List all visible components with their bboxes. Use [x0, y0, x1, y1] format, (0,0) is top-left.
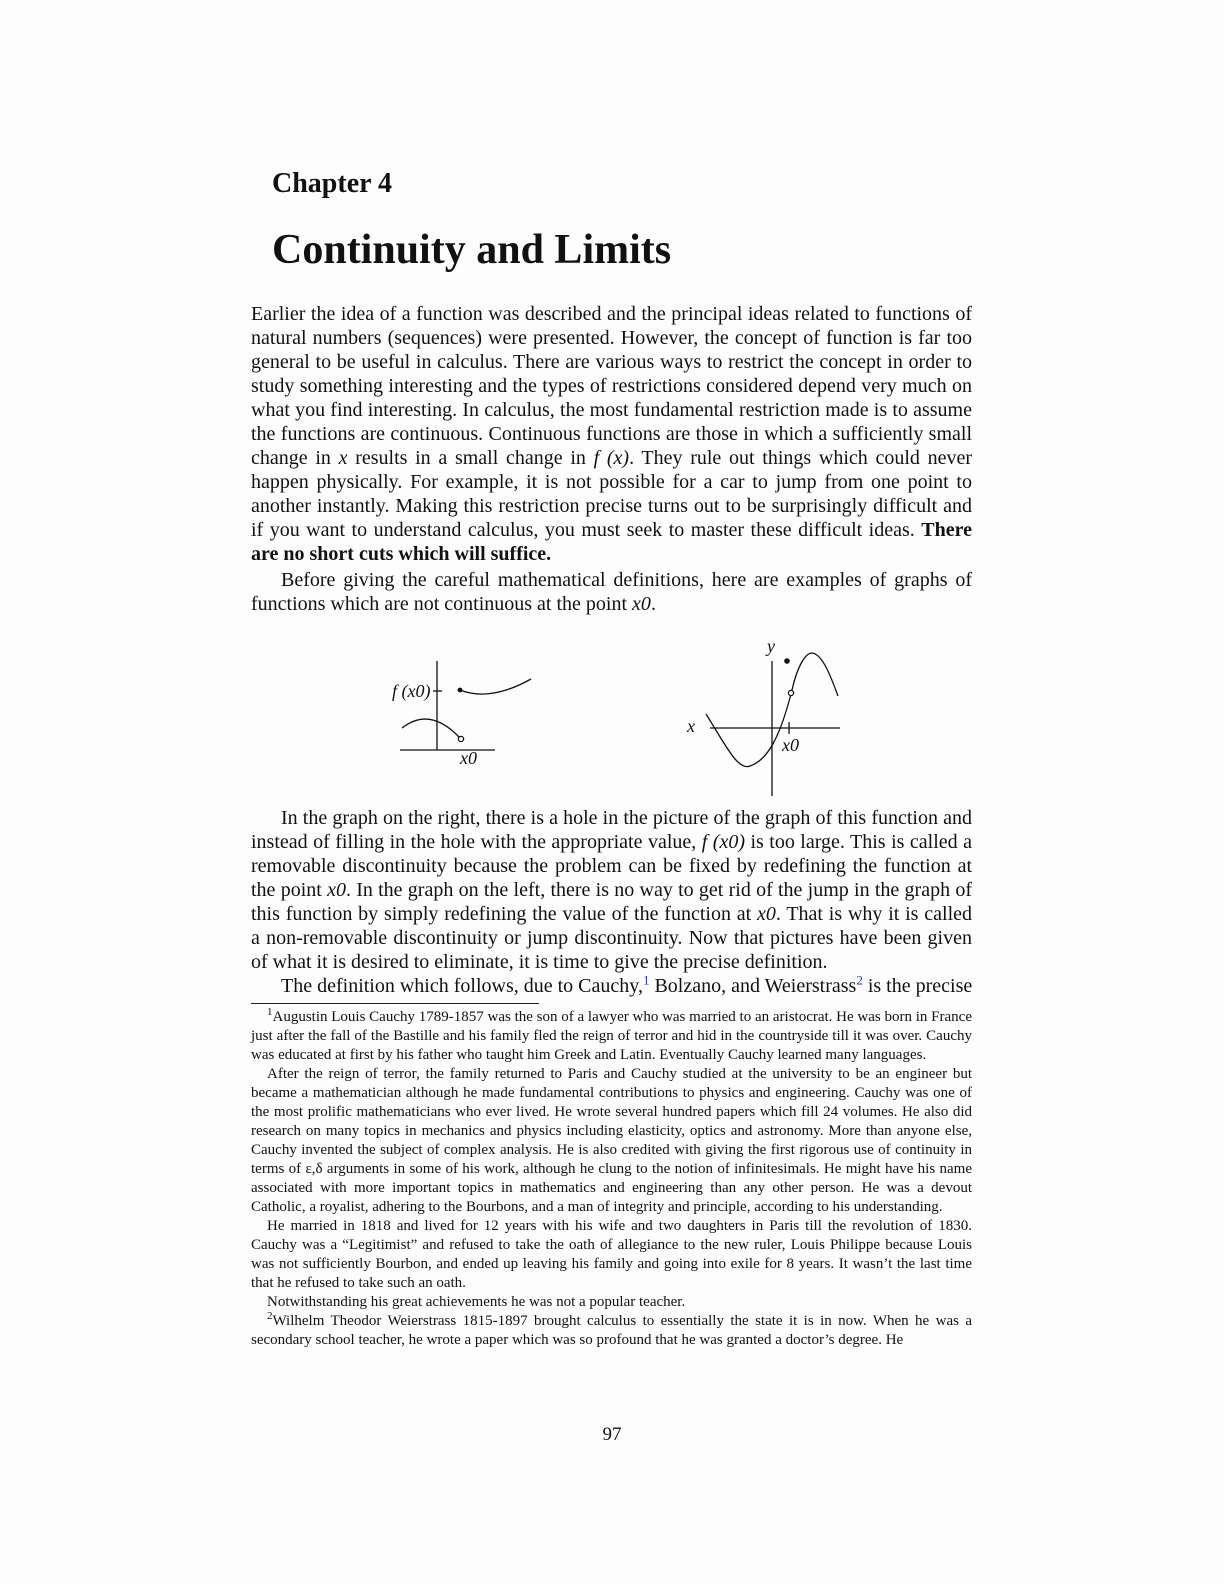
right-curve-lower	[706, 694, 791, 767]
chapter-label: Chapter 4	[272, 168, 393, 199]
footnote-divider	[251, 1003, 539, 1004]
footnote-1-paragraph-4: Notwithstanding his great achievements he was not a popular teacher.	[267, 1294, 686, 1310]
math-x: x	[338, 447, 348, 469]
math-x0-a: x0	[327, 879, 346, 901]
discussion-text-3: . In the graph on the left, there is no way to get rid of the jump in the graph of this function by simply redefining the value of the function at	[251, 879, 972, 925]
math-f-x0: f (x0)	[701, 831, 745, 853]
intro-text-1: Earlier the idea of a function was described and the principal ideas related to functions of natural numbers (sequences) were presented. However, the concept of function is far too general to be useful in calculus. There are various ways to restrict the concept in order to study something interesting and the types of restrictions considered depend very much on what you find interesting. In calculus, the most fundamental restriction made is to assume the functions are continuous. Continuous functions are those in which a sufficiently small change in	[251, 303, 972, 469]
right-curve-upper	[792, 653, 838, 696]
footnote-2-text-1: Wilhelm Theodor Weierstrass 1815-1897 brought calculus to essentially the state it is in now. When he was a secondary school teacher, he wrote a paper which was so profound that he was granted a doctor’s degree. He	[251, 1313, 972, 1348]
intro-text-3: . They rule out things which could never happen physically. For example, it is not possible for a car to jump from one point to another instantly. Making this restriction precise turns out to be surprisingly difficult and if you want to understand calculus, you must seek to master these difficult ideas.	[251, 447, 973, 541]
jump-discontinuity-graph	[392, 661, 531, 768]
left-open-point	[458, 736, 463, 741]
footnote-1-paragraph-1	[251, 1008, 972, 1065]
definition-text-1: The definition which follows, due to Cauchy,	[281, 975, 643, 997]
left-lower-curve	[402, 719, 460, 738]
chapter-title: Continuity and Limits	[272, 227, 672, 273]
math-f-of-x: f (x)	[593, 447, 630, 469]
math-x0-b: x0	[757, 903, 776, 925]
definition-text-3: is the precise	[862, 975, 973, 997]
discontinuity-figure	[390, 636, 870, 806]
footnote-1-paragraph-3: He married in 1818 and lived for 12 years with his wife and two daughters in Paris till the revolution of 1830. Cauchy was a “Legitimist” and refused to take the oath of allegiance to the new ruler, Louis Philippe because Louis was not sufficiently Bourbon, and ended up leaving his family and going into exile for 8 years. It wasn’t the last time that he refused to take such an oath.	[251, 1218, 972, 1291]
right-open-point	[788, 690, 793, 695]
definition-intro-paragraph	[251, 974, 972, 998]
discontinuity-graphs	[390, 636, 870, 806]
examples-paragraph	[251, 568, 972, 616]
footnote-1-text-1: Augustin Louis Cauchy 1789-1857 was the son of a lawyer who was married to an aristocrat. He was born in France just after the fall of the Bastille and his family fled the reign of terror and hid in the countryside till it was over. Cauchy was educated at first by his father who taught him Greek and Latin. Eventually Cauchy learned many languages.	[251, 1009, 972, 1063]
left-x0-label: x0	[460, 748, 477, 768]
footnote-1-mark: 1	[267, 1006, 273, 1018]
right-filled-point	[784, 658, 790, 664]
definition-text-2: Bolzano, and Weierstrass	[649, 975, 857, 997]
removable-discussion-paragraph	[251, 806, 972, 974]
left-upper-curve	[460, 679, 531, 694]
footnote-2-paragraph-1	[251, 1312, 972, 1350]
right-x-label: x	[687, 716, 695, 736]
removable-discontinuity-graph	[686, 636, 840, 796]
discussion-text-1: In the graph on the right, there is a hole in the picture of the graph of this function and instead of filling in the hole with the appropriate value,	[251, 807, 972, 853]
discussion-text-4: . That is why it is called a non-removable discontinuity or jump discontinuity. Now that pictures have been given of what it is desired to eliminate, it is time to give the precise definition.	[251, 903, 973, 973]
left-fx0-label: f (x0)	[392, 681, 431, 701]
footnotes	[251, 1008, 972, 1350]
intro-paragraph	[251, 302, 972, 566]
right-x0-label: x0	[782, 735, 799, 755]
math-x0: x0	[632, 593, 651, 615]
page-number: 97	[602, 1424, 622, 1445]
footnote-ref-1[interactable]: 1	[642, 972, 650, 988]
footnote-2-mark: 2	[267, 1310, 273, 1322]
footnote-ref-2[interactable]: 2	[856, 972, 863, 988]
footnote-1-paragraph-2: After the reign of terror, the family returned to Paris and Cauchy studied at the university to be an engineer but became a mathematician although he made fundamental contributions to physics and engineering. Cauchy was one of the most prolific mathematicians who ever lived. He wrote several hundred papers which fill 24 volumes. He also did research on many topics in mechanics and physics including elasticity, optics and astronomy. More than anyone else, Cauchy invented the subject of complex analysis. He is also credited with giving the first rigorous use of continuity in terms of ε,δ arguments in some of his work, although he clung to the notion of infinitesimals. He might have his name associated with more important topics in mathematics and engineering than any other person. He was a devout Catholic, a royalist, adhering to the Bourbons, and a man of integrity and principle, according to his understanding.	[251, 1066, 972, 1215]
discussion-text-2: is too large. This is called a removable discontinuity because the problem can be fixed by redefining the function at the point	[251, 831, 972, 901]
intro-bold-text: There are no short cuts which will suffice.	[251, 519, 972, 565]
intro-text-2: results in a small change in	[347, 447, 594, 469]
right-y-label: y	[767, 636, 775, 656]
examples-text: Before giving the careful mathematical definitions, here are examples of graphs of functions which are not continuous at the point	[251, 569, 972, 615]
examples-end: .	[650, 593, 656, 615]
